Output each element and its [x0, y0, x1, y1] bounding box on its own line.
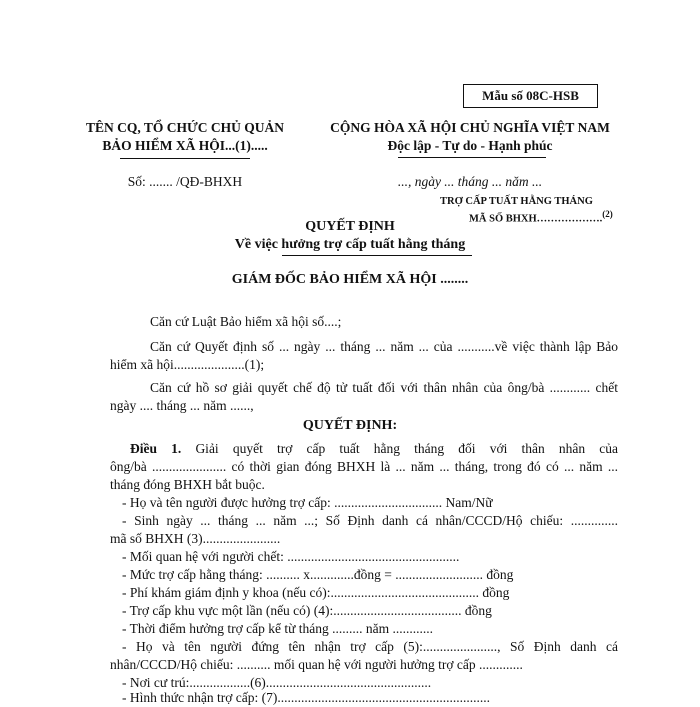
agency-underline — [120, 158, 250, 159]
date-line: ..., ngày ... tháng ... năm ... — [397, 174, 543, 189]
basis-establishment: Căn cứ Quyết định số ... ngày ... tháng ... năm ... của ...........về việc thành lập Bảo — [150, 339, 618, 354]
form-code-box: Mẫu số 08C-HSB — [463, 84, 598, 108]
item-monthly-allowance: - Mức trợ cấp hằng tháng: .......... x.............đồng = .......................... đồng — [122, 567, 514, 582]
decision-heading: QUYẾT ĐỊNH: — [302, 418, 398, 433]
motto-underline — [398, 157, 546, 158]
agency-parent-name: TÊN CQ, TỔ CHỨC CHỦ QUẢN — [85, 120, 284, 135]
republic-name: CỘNG HÒA XÃ HỘI CHỦ NGHĨA VIỆT NAM — [330, 120, 610, 135]
article-1-line-2: ông/bà ...................... có thời gian đóng BHXH là ... năm ... tháng, trong đó có ... năm ... — [110, 459, 618, 474]
item-medical-fee: - Phí khám giám định y khoa (nếu có):............................................ đồng — [122, 585, 510, 600]
director-heading: GIÁM ĐỐC BẢO HIỂM XÃ HỘI ........ — [231, 272, 469, 287]
item-receiver-name: - Họ và tên người đứng tên nhận trợ cấp (5):......................, Số Định danh cá — [122, 639, 618, 654]
item-relationship: - Mối quan hệ với người chết: ................................................... — [122, 549, 460, 564]
item-payment-method: - Hình thức nhận trợ cấp: (7)............................................................... — [122, 690, 491, 705]
agency-name: BẢO HIỂM XÃ HỘI...(1)..... — [102, 138, 268, 153]
article-1-line-3: tháng đóng BHXH bắt buộc. — [110, 477, 265, 492]
item-social-insurance-code: mã số BHXH (3)....................... — [110, 531, 281, 546]
article-1-line-1 — [130, 440, 618, 458]
item-receiver-id: nhân/CCCD/Hộ chiếu: .......... mối quan hệ với người hưởng trợ cấp ............. — [110, 657, 523, 672]
basis-law: Căn cứ Luật Bảo hiểm xã hội số....; — [150, 314, 342, 329]
document-subject: Về việc hưởng trợ cấp tuất hằng tháng — [234, 237, 466, 252]
national-motto: Độc lập - Tự do - Hạnh phúc — [387, 138, 553, 153]
basis-dossier-cont: ngày .... tháng ... năm ......, — [110, 398, 254, 413]
basis-dossier: Căn cứ hồ sơ giải quyết chế độ tử tuất đối với thân nhân của ông/bà ............ chết — [150, 380, 618, 395]
item-regional-allowance: - Trợ cấp khu vực một lần (nếu có) (4):...................................... đồng — [122, 603, 492, 618]
item-birth-id: - Sinh ngày ... tháng ... năm ...; Số Định danh cá nhân/CCCD/Hộ chiếu: .............. — [122, 513, 618, 528]
item-start-time: - Thời điểm hưởng trợ cấp kể từ tháng ......... năm ............ — [122, 621, 434, 636]
side-note-marker: (2) — [602, 209, 613, 219]
subject-underline — [282, 255, 472, 256]
item-beneficiary-name: - Họ và tên người được hưởng trợ cấp: ................................ Nam/Nữ — [122, 495, 493, 510]
side-note-code-prefix: MÃ SỐ BHXH………………. — [469, 213, 603, 225]
document-title: QUYẾT ĐỊNH — [305, 219, 395, 234]
article-1-label: Điều 1. — [130, 441, 182, 456]
decision-number: Số: ....... /QĐ-BHXH — [127, 174, 243, 189]
item-residence: - Nơi cư trú:..................(6)................................................. — [122, 675, 432, 690]
side-note-type: TRỢ CẤP TUẤT HẰNG THÁNG — [440, 196, 593, 207]
article-1-text: Giải quyết trợ cấp tuất hằng tháng đối với thân nhân của — [195, 441, 619, 456]
basis-establishment-cont: hiểm xã hội.....................(1); — [110, 357, 265, 372]
